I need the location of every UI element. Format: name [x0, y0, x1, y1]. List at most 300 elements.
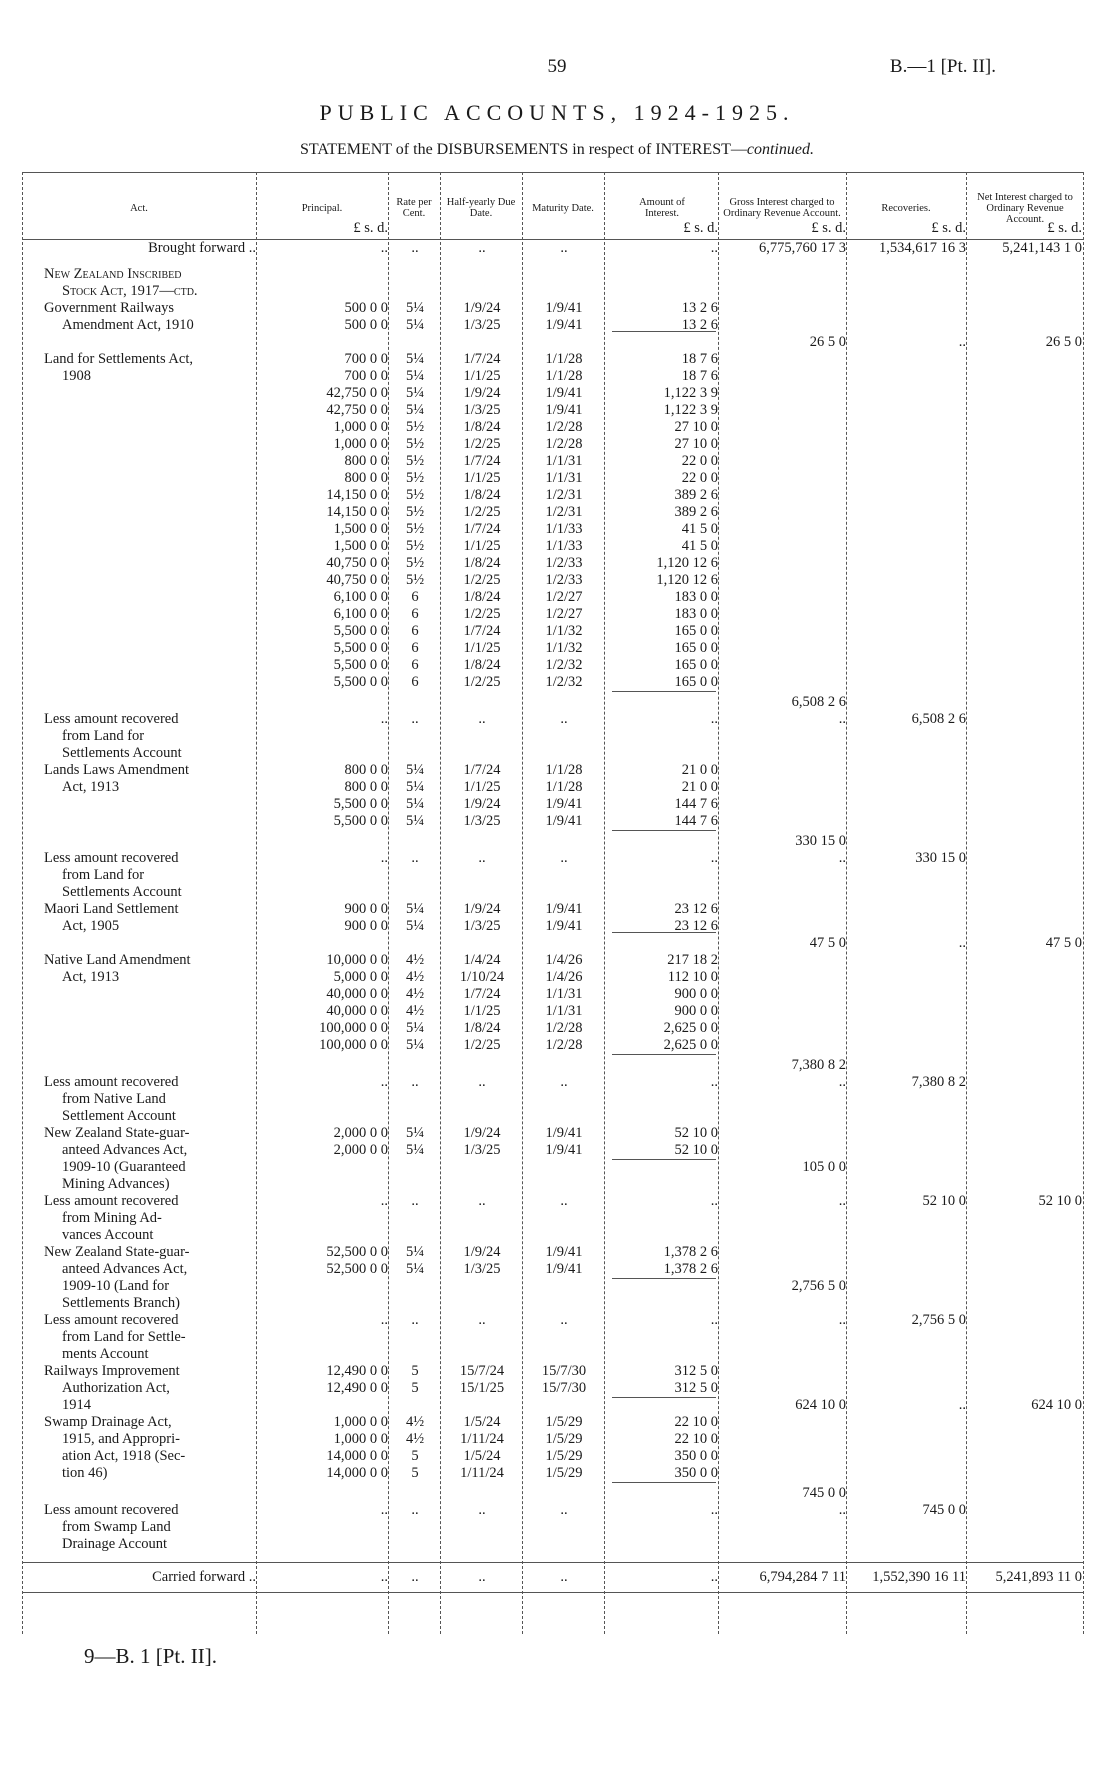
principal-cell: 14,150 0 0: [326, 504, 388, 520]
table-row: [22, 952, 1084, 969]
half-yearly-cell: 1/9/24: [463, 901, 501, 917]
units-amount: £ s. d.: [683, 220, 718, 236]
rate-cell: ..: [411, 1074, 419, 1090]
principal-cell: 14,150 0 0: [326, 487, 388, 503]
act-cell: 1915, and Appropri-: [62, 1431, 180, 1447]
gross-cell: 6,508 2 6: [791, 694, 846, 710]
rate-cell: 6: [411, 623, 419, 639]
rate-cell: 5¼: [405, 1125, 425, 1141]
principal-cell: ..: [380, 850, 388, 866]
act-cell: Less amount recovered: [44, 1193, 179, 1209]
recoveries-cell: 1,552,390 16 11: [872, 1569, 966, 1585]
rate-cell: ..: [411, 850, 419, 866]
act-cell: from Swamp Land: [62, 1519, 171, 1535]
amount-cell: ..: [710, 1074, 718, 1090]
gross-cell: 745 0 0: [802, 1485, 846, 1501]
principal-cell: 1,000 0 0: [333, 419, 388, 435]
rate-cell: 5½: [405, 572, 425, 588]
amount-cell: 165 0 0: [674, 674, 718, 690]
table-row: [22, 1346, 1084, 1363]
principal-cell: 900 0 0: [344, 901, 388, 917]
gross-cell: ..: [838, 1312, 846, 1328]
maturity-cell: 1/1/28: [545, 368, 583, 384]
principal-cell: 5,500 0 0: [333, 674, 388, 690]
gross-cell: 330 15 0: [795, 833, 846, 849]
maturity-cell: ..: [560, 1312, 568, 1328]
half-yearly-cell: 1/7/24: [463, 986, 501, 1002]
amount-cell: ..: [710, 1193, 718, 1209]
gross-cell: 6,775,760 17 3: [759, 240, 846, 256]
table-row: [22, 1431, 1084, 1448]
half-yearly-cell: 1/3/25: [463, 813, 501, 829]
gross-cell: 26 5 0: [809, 334, 846, 350]
half-yearly-cell: 1/4/24: [463, 952, 501, 968]
maturity-cell: 1/9/41: [545, 385, 583, 401]
table-row: [22, 1159, 1084, 1176]
principal-cell: 42,750 0 0: [326, 385, 388, 401]
amount-cell: 21 0 0: [681, 779, 718, 795]
maturity-cell: 1/5/29: [545, 1431, 583, 1447]
maturity-cell: 1/2/27: [545, 606, 583, 622]
table-row: [22, 694, 1084, 711]
table-row: [22, 538, 1084, 555]
table-row: [22, 436, 1084, 453]
act-cell: 1908: [62, 368, 91, 384]
maturity-cell: 15/7/30: [541, 1363, 587, 1379]
amount-cell: 312 5 0: [674, 1380, 718, 1396]
rate-cell: 5¼: [405, 813, 425, 829]
table-row: [22, 240, 1084, 257]
table-row: [22, 796, 1084, 813]
gross-cell: 105 0 0: [802, 1159, 846, 1175]
recoveries-cell: ..: [958, 334, 966, 350]
act-cell: Maori Land Settlement: [44, 901, 179, 917]
amount-cell: 389 2 6: [674, 487, 718, 503]
principal-cell: ..: [380, 1502, 388, 1518]
principal-cell: ..: [380, 1193, 388, 1209]
recoveries-cell: 52 10 0: [922, 1193, 966, 1209]
rate-cell: ..: [411, 711, 419, 727]
maturity-cell: 1/9/41: [545, 796, 583, 812]
rate-cell: 5¼: [405, 918, 425, 934]
maturity-cell: 1/9/41: [545, 317, 583, 333]
table-row: [22, 1074, 1084, 1091]
maturity-cell: 1/2/31: [545, 487, 583, 503]
table-row: [22, 623, 1084, 640]
table-row: [22, 1057, 1084, 1074]
principal-cell: 700 0 0: [344, 368, 388, 384]
table-row: [22, 1244, 1084, 1261]
amount-cell: 22 10 0: [674, 1431, 718, 1447]
table-row: [22, 1091, 1084, 1108]
table-bottom-rule: [22, 1592, 1084, 1593]
amount-cell: 389 2 6: [674, 504, 718, 520]
half-yearly-cell: 1/9/24: [463, 385, 501, 401]
gross-cell: ..: [838, 1502, 846, 1518]
recoveries-cell: 6,508 2 6: [911, 711, 966, 727]
table-row: [22, 589, 1084, 606]
principal-cell: 700 0 0: [344, 351, 388, 367]
table-row: [22, 1536, 1084, 1553]
act-cell: Settlement Account: [62, 1108, 176, 1124]
interest-statement-table: [22, 172, 1084, 1634]
table-row: [22, 711, 1084, 728]
principal-cell: ..: [380, 1569, 388, 1585]
act-cell: from Native Land: [62, 1091, 166, 1107]
table-row: [22, 555, 1084, 572]
table-row: [22, 1502, 1084, 1519]
carried-forward-rule: [22, 1562, 1084, 1563]
table-row: [22, 657, 1084, 674]
amount-cell: ..: [710, 1502, 718, 1518]
table-row: [22, 1295, 1084, 1312]
amount-cell: 165 0 0: [674, 640, 718, 656]
amount-cell: 2,625 0 0: [663, 1037, 718, 1053]
act-cell: New Zealand State-guar-: [44, 1125, 190, 1141]
principal-cell: ..: [380, 711, 388, 727]
document-reference: B.—1 [Pt. II].: [889, 56, 996, 77]
half-yearly-cell: ..: [478, 240, 486, 256]
table-row: [22, 1176, 1084, 1193]
maturity-cell: ..: [560, 1193, 568, 1209]
amount-cell: ..: [710, 711, 718, 727]
rate-cell: 5½: [405, 419, 425, 435]
maturity-cell: 1/2/27: [545, 589, 583, 605]
maturity-cell: 1/2/32: [545, 674, 583, 690]
maturity-cell: 1/1/28: [545, 762, 583, 778]
amount-cell: 1,122 3 9: [663, 385, 718, 401]
half-yearly-cell: ..: [478, 1193, 486, 1209]
units-net: £ s. d.: [1047, 220, 1082, 236]
maturity-cell: 1/5/29: [545, 1414, 583, 1430]
statement-subtitle: [0, 141, 1114, 159]
table-row: [22, 504, 1084, 521]
rate-cell: 4½: [405, 1431, 425, 1447]
maturity-cell: 1/9/41: [545, 901, 583, 917]
half-yearly-cell: 15/7/24: [459, 1363, 505, 1379]
rate-cell: 5¼: [405, 1020, 425, 1036]
amount-cell: 144 7 6: [674, 796, 718, 812]
rate-cell: 4½: [405, 1414, 425, 1430]
gross-cell: 7,380 8 2: [791, 1057, 846, 1073]
table-row: [22, 283, 1084, 300]
maturity-cell: 1/5/29: [545, 1465, 583, 1481]
recoveries-cell: ..: [958, 1397, 966, 1413]
table-row: [22, 762, 1084, 779]
act-cell: 1909-10 (Land for: [62, 1278, 170, 1294]
maturity-cell: 1/4/26: [545, 969, 583, 985]
principal-cell: 6,100 0 0: [333, 606, 388, 622]
act-cell: Land for Settlements Act,: [44, 351, 193, 367]
gross-cell: ..: [838, 1193, 846, 1209]
amount-cell: 1,120 12 6: [656, 572, 718, 588]
half-yearly-cell: 1/8/24: [463, 589, 501, 605]
table-row: [22, 969, 1084, 986]
table-row: [22, 419, 1084, 436]
half-yearly-cell: 1/1/25: [463, 779, 501, 795]
recoveries-cell: ..: [958, 935, 966, 951]
act-cell: Railways Improvement: [44, 1363, 180, 1379]
principal-cell: 1,500 0 0: [333, 521, 388, 537]
principal-cell: 1,000 0 0: [333, 1414, 388, 1430]
maturity-cell: 1/2/28: [545, 1020, 583, 1036]
net-cell: 26 5 0: [1045, 334, 1082, 350]
principal-cell: 800 0 0: [344, 779, 388, 795]
rate-cell: 5¼: [405, 779, 425, 795]
principal-cell: 14,000 0 0: [326, 1448, 388, 1464]
amount-cell: 900 0 0: [674, 1003, 718, 1019]
half-yearly-cell: 1/9/24: [463, 1125, 501, 1141]
act-cell: Settlements Account: [62, 884, 182, 900]
half-yearly-cell: 1/7/24: [463, 453, 501, 469]
gross-cell: 2,756 5 0: [791, 1278, 846, 1294]
rate-cell: 5½: [405, 487, 425, 503]
maturity-cell: 1/1/31: [545, 1003, 583, 1019]
principal-cell: 52,500 0 0: [326, 1261, 388, 1277]
amount-cell: 52 10 0: [674, 1125, 718, 1141]
subtitle-continued: continued.: [746, 141, 814, 158]
table-row: [22, 867, 1084, 884]
half-yearly-cell: ..: [478, 1312, 486, 1328]
principal-cell: 40,000 0 0: [326, 986, 388, 1002]
table-row: [22, 606, 1084, 623]
principal-cell: 100,000 0 0: [319, 1020, 388, 1036]
recoveries-cell: 2,756 5 0: [911, 1312, 966, 1328]
act-cell: ments Account: [62, 1346, 149, 1362]
principal-cell: 5,500 0 0: [333, 657, 388, 673]
half-yearly-cell: 1/2/25: [463, 436, 501, 452]
half-yearly-cell: ..: [478, 1074, 486, 1090]
page-title: PUBLIC ACCOUNTS, 1924-1925.: [319, 100, 795, 125]
amount-cell: 1,122 3 9: [663, 402, 718, 418]
rate-cell: 5½: [405, 470, 425, 486]
maturity-cell: 1/1/28: [545, 351, 583, 367]
act-cell: from Land for Settle-: [62, 1329, 186, 1345]
half-yearly-cell: 1/1/25: [463, 470, 501, 486]
act-cell: Government Railways: [44, 300, 175, 316]
half-yearly-cell: 1/11/24: [460, 1465, 504, 1481]
half-yearly-cell: 1/1/25: [463, 1003, 501, 1019]
act-cell: from Land for: [62, 728, 145, 744]
amount-cell: 41 5 0: [681, 521, 718, 537]
net-cell: 5,241,893 11 0: [995, 1569, 1082, 1585]
rate-cell: 6: [411, 674, 419, 690]
subtotal-rule: [612, 1482, 716, 1483]
act-cell: Less amount recovered: [44, 711, 179, 727]
table-row: [22, 935, 1084, 952]
table-row: [22, 402, 1084, 419]
half-yearly-cell: 1/8/24: [463, 419, 501, 435]
act-cell: from Land for: [62, 867, 145, 883]
maturity-cell: 15/7/30: [541, 1380, 587, 1396]
table-row: [22, 1125, 1084, 1142]
principal-cell: 12,490 0 0: [326, 1363, 388, 1379]
half-yearly-cell: 1/9/24: [463, 300, 501, 316]
rate-cell: 5¼: [405, 1142, 425, 1158]
footer-reference: 9—B. 1 [Pt. II].: [84, 1644, 217, 1668]
act-cell: 1909-10 (Guaranteed: [62, 1159, 186, 1175]
principal-cell: 800 0 0: [344, 470, 388, 486]
page-number: 59: [547, 56, 567, 77]
principal-cell: 900 0 0: [344, 918, 388, 934]
maturity-cell: 1/9/41: [545, 300, 583, 316]
header-act: Act.: [130, 202, 148, 214]
half-yearly-cell: ..: [478, 711, 486, 727]
amount-cell: 217 18 2: [667, 952, 718, 968]
half-yearly-cell: 1/5/24: [463, 1448, 501, 1464]
rate-cell: 5½: [405, 453, 425, 469]
rate-cell: 4½: [405, 1003, 425, 1019]
half-yearly-cell: 1/9/24: [463, 1244, 501, 1260]
rate-cell: 5: [411, 1380, 419, 1396]
table-row: [22, 521, 1084, 538]
table-row: [22, 1329, 1084, 1346]
amount-cell: 27 10 0: [674, 436, 718, 452]
half-yearly-cell: 1/10/24: [459, 969, 505, 985]
maturity-cell: ..: [560, 1569, 568, 1585]
rate-cell: 4½: [405, 952, 425, 968]
table-row: [22, 1569, 1084, 1586]
principal-cell: 42,750 0 0: [326, 402, 388, 418]
maturity-cell: 1/2/32: [545, 657, 583, 673]
half-yearly-cell: 1/9/24: [463, 796, 501, 812]
act-cell: Mining Advances): [62, 1176, 170, 1192]
rate-cell: 5: [411, 1363, 419, 1379]
subtotal-rule: [612, 691, 716, 692]
principal-cell: 5,000 0 0: [333, 969, 388, 985]
amount-cell: ..: [710, 240, 718, 256]
half-yearly-cell: 1/2/25: [463, 674, 501, 690]
half-yearly-cell: ..: [478, 850, 486, 866]
table-row: [22, 1227, 1084, 1244]
table-row: [22, 1485, 1084, 1502]
gross-cell: ..: [838, 850, 846, 866]
table-row: [22, 487, 1084, 504]
amount-cell: 13 2 6: [681, 317, 718, 333]
maturity-cell: 1/9/41: [545, 402, 583, 418]
act-cell: Native Land Amendment: [44, 952, 191, 968]
half-yearly-cell: ..: [478, 1569, 486, 1585]
amount-cell: 27 10 0: [674, 419, 718, 435]
gross-cell: ..: [838, 711, 846, 727]
table-row: [22, 1448, 1084, 1465]
amount-cell: 183 0 0: [674, 606, 718, 622]
principal-cell: 800 0 0: [344, 762, 388, 778]
table-row: [22, 1210, 1084, 1227]
act-cell: Carried forward ..: [152, 1569, 256, 1585]
currency-units-row: [22, 220, 1084, 237]
principal-cell: 52,500 0 0: [326, 1244, 388, 1260]
half-yearly-cell: 1/5/24: [463, 1414, 501, 1430]
header-half-yearly: Half-yearly Due Date.: [446, 197, 516, 219]
header-rate: Rate per Cent.: [396, 197, 432, 219]
principal-cell: 5,500 0 0: [333, 796, 388, 812]
rate-cell: ..: [411, 1569, 419, 1585]
rate-cell: 4½: [405, 986, 425, 1002]
header-gross: Gross Interest charged to Ordinary Revenue Account.: [723, 197, 841, 219]
table-row: [22, 300, 1084, 317]
act-cell: from Mining Ad-: [62, 1210, 162, 1226]
amount-cell: 13 2 6: [681, 300, 718, 316]
act-cell: New Zealand Inscribed: [44, 266, 182, 282]
principal-cell: 1,000 0 0: [333, 436, 388, 452]
rate-cell: 5½: [405, 436, 425, 452]
table-row: [22, 1278, 1084, 1295]
amount-cell: 22 0 0: [681, 453, 718, 469]
act-cell: Swamp Drainage Act,: [44, 1414, 172, 1430]
rate-cell: 6: [411, 606, 419, 622]
table-row: [22, 918, 1084, 935]
table-row: [22, 1003, 1084, 1020]
maturity-cell: 1/2/33: [545, 555, 583, 571]
header-principal: Principal.: [301, 202, 343, 214]
half-yearly-cell: 1/1/25: [463, 640, 501, 656]
maturity-cell: 1/9/41: [545, 1142, 583, 1158]
half-yearly-cell: 1/1/25: [463, 368, 501, 384]
principal-cell: 40,000 0 0: [326, 1003, 388, 1019]
table-row: [22, 572, 1084, 589]
principal-cell: 800 0 0: [344, 453, 388, 469]
rate-cell: 6: [411, 589, 419, 605]
maturity-cell: 1/9/41: [545, 918, 583, 934]
net-cell: 5,241,143 1 0: [1002, 240, 1082, 256]
act-cell: Act, 1913: [62, 779, 120, 795]
amount-cell: 1,120 12 6: [656, 555, 718, 571]
amount-cell: 1,378 2 6: [663, 1261, 718, 1277]
recoveries-cell: 745 0 0: [922, 1502, 966, 1518]
amount-cell: 21 0 0: [681, 762, 718, 778]
half-yearly-cell: 1/3/25: [463, 918, 501, 934]
amount-cell: ..: [710, 1569, 718, 1585]
half-yearly-cell: 1/7/24: [463, 521, 501, 537]
amount-cell: ..: [710, 1312, 718, 1328]
table-row: [22, 368, 1084, 385]
gross-cell: 47 5 0: [809, 935, 846, 951]
table-row: [22, 1261, 1084, 1278]
table-top-rule: [22, 172, 1084, 173]
recoveries-cell: 1,534,617 16 3: [879, 240, 966, 256]
table-row: [22, 813, 1084, 830]
table-row: [22, 901, 1084, 918]
amount-cell: 2,625 0 0: [663, 1020, 718, 1036]
rate-cell: 5: [411, 1448, 419, 1464]
amount-cell: 52 10 0: [674, 1142, 718, 1158]
principal-cell: 40,750 0 0: [326, 555, 388, 571]
amount-cell: 1,378 2 6: [663, 1244, 718, 1260]
amount-cell: 350 0 0: [674, 1448, 718, 1464]
principal-cell: 10,000 0 0: [326, 952, 388, 968]
act-cell: vances Account: [62, 1227, 154, 1243]
table-row: [22, 779, 1084, 796]
act-cell: Less amount recovered: [44, 1074, 179, 1090]
maturity-cell: 1/9/41: [545, 1244, 583, 1260]
table-row: [22, 1142, 1084, 1159]
rate-cell: 5¼: [405, 901, 425, 917]
maturity-cell: 1/1/28: [545, 779, 583, 795]
amount-cell: 112 10 0: [667, 969, 718, 985]
principal-cell: 500 0 0: [344, 300, 388, 316]
rate-cell: 5½: [405, 538, 425, 554]
act-cell: Authorization Act,: [62, 1380, 170, 1396]
half-yearly-cell: 1/8/24: [463, 657, 501, 673]
act-cell: New Zealand State-guar-: [44, 1244, 190, 1260]
rate-cell: 5¼: [405, 796, 425, 812]
table-row: [22, 674, 1084, 691]
half-yearly-cell: 1/3/25: [463, 317, 501, 333]
half-yearly-cell: 1/2/25: [463, 1037, 501, 1053]
amount-cell: 165 0 0: [674, 657, 718, 673]
recoveries-cell: 330 15 0: [915, 850, 966, 866]
